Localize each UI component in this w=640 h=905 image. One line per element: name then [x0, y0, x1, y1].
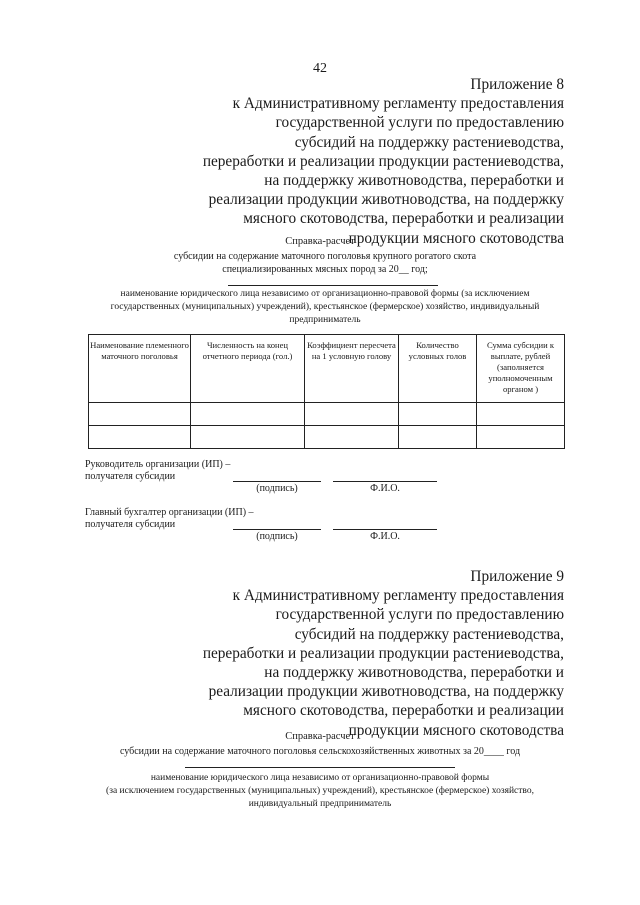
appendix-line: на поддержку животноводства, переработки и: [264, 664, 564, 682]
appendix-line: субсидий на поддержку растениеводства,: [294, 625, 564, 643]
appendix-9-heading: [150, 567, 564, 740]
appendix-line: государственной услуги по предоставлению: [275, 114, 564, 132]
name-caption: Ф.И.О.: [370, 531, 400, 542]
signature-label-line: Руководитель организации (ИП) –: [85, 459, 231, 470]
appendix-line: реализации продукции животноводства, на поддержку: [208, 683, 564, 701]
table-cell[interactable]: [399, 426, 477, 449]
head-signature-line[interactable]: [233, 481, 321, 482]
accountant-signature-line[interactable]: [233, 529, 321, 530]
org-caption-line: индивидуальный предприниматель: [248, 799, 392, 809]
form-title: Справка-расчет: [285, 236, 355, 247]
table-cell[interactable]: [399, 403, 477, 426]
table-row: [89, 426, 565, 449]
org-caption-line: государственных (муниципальных) учреждений), крестьянское (фермерское) хозяйство, индивидуальный: [110, 302, 540, 312]
form-subtitle-line: субсидии на содержание маточного поголовья крупного рогатого скота: [173, 251, 477, 262]
table-header-cell: Коэффициент пересчета на 1 условную голову: [305, 335, 399, 403]
signature-caption: (подпись): [256, 483, 298, 494]
head-signature-label: [85, 459, 230, 483]
org-caption-line: (за исключением государственных (муниципальных) учреждений), крестьянское (фермерское) хозяйство,: [106, 786, 534, 796]
form-subtitle-line: субсидии на содержание маточного поголовья сельскохозяйственных животных за 20____ год: [119, 746, 521, 757]
appendix-line: переработки и реализации продукции растениеводства,: [202, 644, 564, 662]
appendix-line: к Административному регламенту предоставления: [232, 587, 564, 605]
org-caption-line: предприниматель: [289, 315, 361, 325]
signature-label-line: получателя субсидии: [85, 519, 176, 530]
table-header-cell: Численность на конец отчетного периода (гол.): [191, 335, 305, 403]
table-header-cell: Сумма субсидии к выплате, рублей (заполняется уполномоченным органом ): [477, 335, 565, 403]
org-name-line: [228, 285, 438, 286]
appendix-8-heading: [150, 75, 564, 248]
table-cell[interactable]: [305, 426, 399, 449]
appendix-line: к Административному регламенту предоставления: [232, 95, 564, 113]
appendix-line: субсидий на поддержку растениеводства,: [294, 133, 564, 151]
appendix-line: переработки и реализации продукции растениеводства,: [202, 152, 564, 170]
head-name-line[interactable]: [333, 481, 437, 482]
appendix-title: Приложение 8: [470, 76, 564, 93]
table-header-cell: Количество условных голов: [399, 335, 477, 403]
appendix-line: продукции мясного скотоводства: [348, 721, 564, 739]
org-caption: [70, 772, 570, 811]
table-cell[interactable]: [191, 426, 305, 449]
accountant-signature-label: [85, 507, 254, 531]
org-caption-line: наименование юридического лица независимо от организационно-правовой формы (за исключением: [120, 289, 530, 299]
table-cell[interactable]: [89, 426, 191, 449]
accountant-name-line[interactable]: [333, 529, 437, 530]
signature-caption: (подпись): [256, 531, 298, 542]
form-subtitle: [60, 745, 580, 758]
org-caption-line: наименование юридического лица независимо от организационно-правовой формы: [150, 773, 490, 783]
appendix-line: продукции мясного скотоводства: [348, 229, 564, 247]
form-subtitle-line: специализированных мясных пород за 20__ год;: [222, 264, 428, 275]
table-cell[interactable]: [477, 426, 565, 449]
name-caption: Ф.И.О.: [370, 483, 400, 494]
form-title: Справка-расчет: [285, 731, 355, 742]
appendix-line: мясного скотоводства, переработки и реализации: [243, 702, 564, 720]
appendix-line: мясного скотоводства, переработки и реализации: [243, 210, 564, 228]
table-cell[interactable]: [191, 403, 305, 426]
appendix-title: Приложение 9: [470, 568, 564, 585]
org-name-line: [185, 767, 455, 768]
signature-label-line: Главный бухгалтер организации (ИП) –: [85, 507, 254, 518]
table-cell[interactable]: [477, 403, 565, 426]
table-header-cell: Наименование племенного маточного поголовья: [89, 335, 191, 403]
table-row: [89, 403, 565, 426]
appendix-line: на поддержку животноводства, переработки и: [264, 172, 564, 190]
form-subtitle: [100, 250, 550, 276]
org-caption: [70, 288, 580, 327]
appendix-line: государственной услуги по предоставлению: [275, 606, 564, 624]
table-cell[interactable]: [89, 403, 191, 426]
table-cell[interactable]: [305, 403, 399, 426]
table-header-row: [89, 335, 565, 403]
signature-label-line: получателя субсидии: [85, 471, 176, 482]
page-number: 42: [313, 61, 327, 76]
calculation-table: [88, 334, 565, 449]
appendix-line: реализации продукции животноводства, на поддержку: [208, 191, 564, 209]
